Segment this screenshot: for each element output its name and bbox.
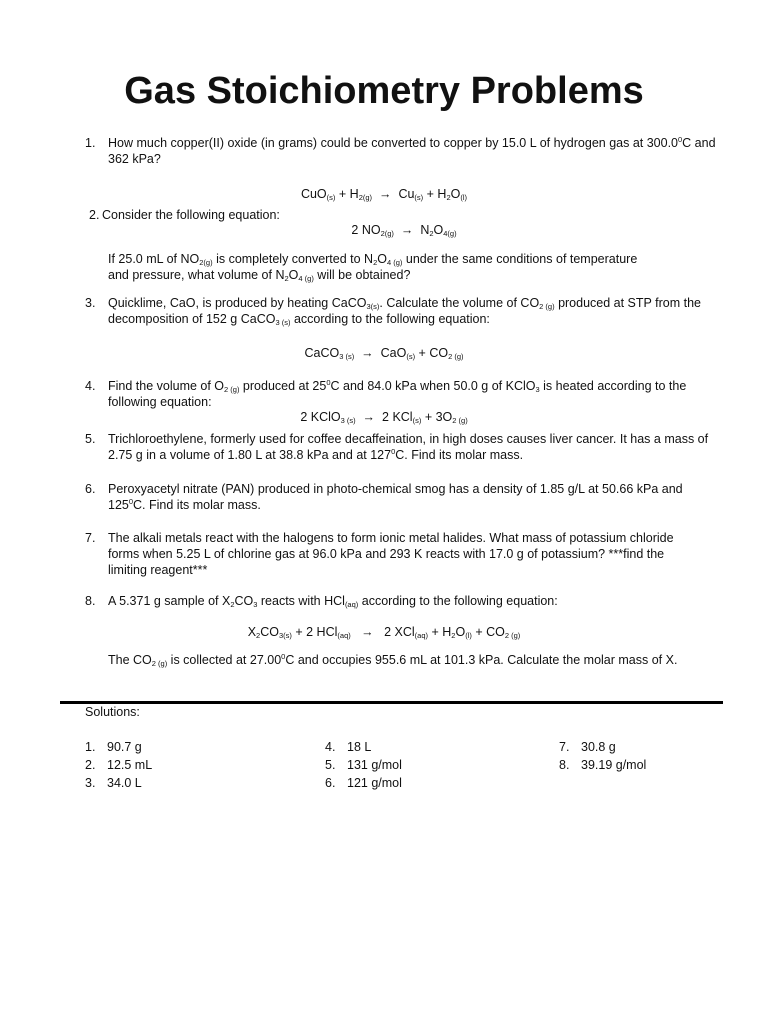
question-number: 3.	[85, 296, 96, 310]
superscript: 0	[128, 497, 134, 506]
text-span: 39.19 g/mol	[581, 758, 647, 772]
solution-item	[559, 756, 646, 774]
text-span: CO	[260, 625, 279, 639]
subscript: 3(s)	[278, 631, 292, 640]
question-text: How much copper(II) oxide (in grams) could be converted to copper by 15.0 L of hydrogen gas at 300.0	[108, 136, 678, 150]
subscript: 2 (g)	[151, 659, 168, 668]
text-span: CO	[234, 594, 254, 608]
text-span: H	[349, 187, 359, 201]
text-span: 2.	[85, 758, 96, 772]
subscript: 2(g)	[380, 229, 394, 238]
question-2-body	[85, 251, 735, 283]
question-2	[85, 207, 735, 223]
subscript: 4 (g)	[387, 258, 403, 267]
text-span: 2 KClO	[300, 410, 341, 424]
text-span: 1.	[85, 740, 96, 754]
subscript: (s)	[414, 193, 424, 202]
question-number: 4.	[85, 379, 96, 393]
arrow-icon: →	[393, 223, 421, 237]
text-span: 121 g/mol	[347, 776, 402, 790]
text-span: CaO	[380, 346, 407, 360]
solution-item	[325, 756, 402, 774]
text-span: O	[377, 252, 387, 266]
text-span: 2 XCl	[384, 625, 415, 639]
text-span: CuO	[300, 187, 327, 201]
solutions-column-2	[325, 738, 402, 792]
equation-4	[0, 409, 768, 425]
text-span: O	[288, 268, 299, 282]
superscript: 0	[281, 652, 286, 661]
text-span: +	[423, 187, 438, 201]
text-span: O	[455, 625, 466, 639]
subscript: 2	[230, 600, 235, 609]
question-7	[85, 530, 735, 578]
solution-item	[559, 738, 646, 756]
subscript: (s)	[326, 193, 336, 202]
question-number: 6.	[85, 482, 96, 496]
text-span: Quicklime, CaO, is produced by heating CaCO	[108, 296, 367, 310]
text-span: 4.	[325, 740, 336, 754]
text-span: reacts with HCl	[257, 594, 345, 608]
subscript: 2	[446, 193, 451, 202]
text-span: C and occupies 955.6 mL at 101.3 kPa. Calculate the molar mass of X.	[285, 653, 678, 667]
text-span: produced at 25	[239, 379, 327, 393]
text-span: CaCO	[304, 346, 340, 360]
text-span: 5.	[325, 758, 336, 772]
text-span: O	[433, 223, 444, 237]
text-span: + CO	[415, 346, 449, 360]
text-span: Trichloroethylene, formerly used for coffee decaffeination, in high doses causes liver cancer. It has a mass of	[108, 432, 709, 446]
text-span: Peroxyacetyl nitrate (PAN) produced in photo-chemical smog has a density of 1.85 g/L at 50.66 kPa and	[108, 482, 683, 496]
subscript: 3 (s)	[340, 416, 356, 425]
question-number: 5.	[85, 432, 96, 446]
subscript: 3	[253, 600, 258, 609]
subscript: 3(s)	[366, 302, 380, 311]
arrow-icon: →	[372, 187, 399, 201]
text-span: 6.	[325, 776, 336, 790]
text-span: decomposition of 152 g CaCO	[108, 312, 276, 326]
subscript: 3	[535, 385, 540, 394]
solutions-column-3	[559, 738, 646, 774]
text-span: is collected at 27.00	[167, 653, 282, 667]
text-span: A 5.371 g sample of X	[108, 594, 231, 608]
text-span: + 2 HCl	[291, 625, 338, 639]
text-span: under the same conditions of temperature	[402, 252, 638, 266]
text-span: The alkali metals react with the halogens to form ionic metal halides. What mass of potassium chloride	[108, 531, 674, 545]
subscript: 3 (s)	[339, 352, 355, 361]
question-4	[85, 378, 735, 410]
subscript: 2 (g)	[448, 352, 464, 361]
text-span: limiting reagent***	[108, 563, 208, 577]
subscript: 2	[429, 229, 434, 238]
subscript: 2(g)	[199, 258, 213, 267]
question-number: 7.	[85, 531, 96, 545]
text-span: . Calculate the volume of CO	[379, 296, 540, 310]
question-text: C and	[682, 136, 716, 150]
question-number: 1.	[85, 136, 96, 150]
equation-8	[0, 624, 768, 640]
text-span: Find the volume of O	[108, 379, 225, 393]
subscript: 2 (g)	[224, 385, 240, 394]
text-span: + CO	[471, 625, 505, 639]
text-span: The CO	[108, 653, 152, 667]
equation-2	[20, 222, 768, 238]
text-span: 7.	[559, 740, 570, 754]
subscript: (l)	[460, 193, 468, 202]
text-span: Cu	[398, 187, 415, 201]
solution-item	[85, 774, 152, 792]
text-span: O	[450, 187, 461, 201]
text-span: 30.8 g	[581, 740, 616, 754]
question-6	[85, 481, 735, 513]
subscript: (s)	[406, 352, 416, 361]
text-span: If 25.0 mL of NO	[108, 252, 200, 266]
subscript: 4(g)	[443, 229, 457, 238]
subscript: (s)	[412, 416, 422, 425]
text-span: 125	[108, 498, 129, 512]
subscript: 2 (g)	[452, 416, 468, 425]
subscript: (aq)	[414, 631, 429, 640]
question-1	[85, 135, 735, 167]
text-span: N	[420, 223, 430, 237]
question-5	[85, 431, 735, 463]
subscript: 2	[451, 631, 456, 640]
text-span: produced at STP from the	[554, 296, 701, 310]
arrow-icon: →	[350, 625, 385, 639]
text-span: will be obtained?	[313, 268, 411, 282]
text-span: C and 84.0 kPa when 50.0 g of KClO	[330, 379, 536, 393]
subscript: 2	[256, 631, 261, 640]
text-span: X	[247, 625, 257, 639]
equation-1	[0, 186, 768, 202]
subscript: (g)	[362, 193, 373, 202]
question-8	[85, 593, 735, 609]
arrow-icon: →	[354, 346, 381, 360]
subscript: 2 (g)	[539, 302, 555, 311]
question-8-body	[85, 652, 735, 668]
superscript: 0	[391, 447, 396, 456]
question-3	[85, 295, 735, 327]
text-span: following equation:	[108, 395, 212, 409]
text-span: C. Find its molar mass.	[133, 498, 261, 512]
text-span: +	[335, 187, 350, 201]
solution-item	[85, 756, 152, 774]
superscript: 0	[326, 378, 331, 387]
text-span: 2.75 g in a volume of 1.80 L at 38.8 kPa and at 127	[108, 448, 392, 462]
text-span: C. Find its molar mass.	[395, 448, 524, 462]
text-span: H	[437, 187, 447, 201]
solution-item	[325, 774, 402, 792]
subscript: 4 (g)	[298, 274, 314, 283]
solution-item	[85, 738, 152, 756]
text-span: + H	[428, 625, 452, 639]
question-text: Consider the following equation:	[102, 208, 280, 222]
subscript: 3 (s)	[275, 318, 291, 327]
solutions-heading: Solutions:	[85, 705, 140, 719]
arrow-icon: →	[355, 410, 383, 424]
text-span: 3.	[85, 776, 96, 790]
equation-3	[0, 345, 768, 361]
text-span: forms when 5.25 L of chlorine gas at 96.0 kPa and 293 K reacts with 17.0 g of potassium? ***find the	[108, 547, 665, 561]
text-span: 90.7 g	[107, 740, 142, 754]
subscript: (aq)	[337, 631, 351, 640]
text-span: according to the following equation:	[290, 312, 490, 326]
text-span: 34.0 L	[107, 776, 142, 790]
text-span: 2 NO	[351, 223, 381, 237]
text-span: 2 KCl	[382, 410, 413, 424]
divider	[60, 701, 723, 704]
text-span: and pressure, what volume of N	[108, 268, 285, 282]
question-text: 362 kPa?	[108, 152, 161, 166]
subscript: (l)	[465, 631, 472, 640]
subscript: 2 (g)	[504, 631, 521, 640]
subscript: (aq)	[344, 600, 359, 609]
subscript: 2	[358, 193, 363, 202]
text-span: according to the following equation:	[358, 594, 558, 608]
text-span: + 3O	[421, 410, 453, 424]
text-span: 18 L	[347, 740, 372, 754]
text-span: 8.	[559, 758, 570, 772]
superscript: 0	[678, 135, 683, 144]
text-span: 131 g/mol	[347, 758, 402, 772]
solution-item	[325, 738, 402, 756]
subscript: 2	[284, 274, 289, 283]
solutions-column-1	[85, 738, 152, 792]
text-span: is heated according to the	[539, 379, 687, 393]
subscript: 2	[373, 258, 378, 267]
question-number: 8.	[85, 594, 96, 608]
page-title: Gas Stoichiometry Problems	[124, 70, 644, 112]
text-span: is completely converted to N	[212, 252, 374, 266]
question-number: 2.	[89, 208, 100, 222]
text-span: 12.5 mL	[107, 758, 153, 772]
